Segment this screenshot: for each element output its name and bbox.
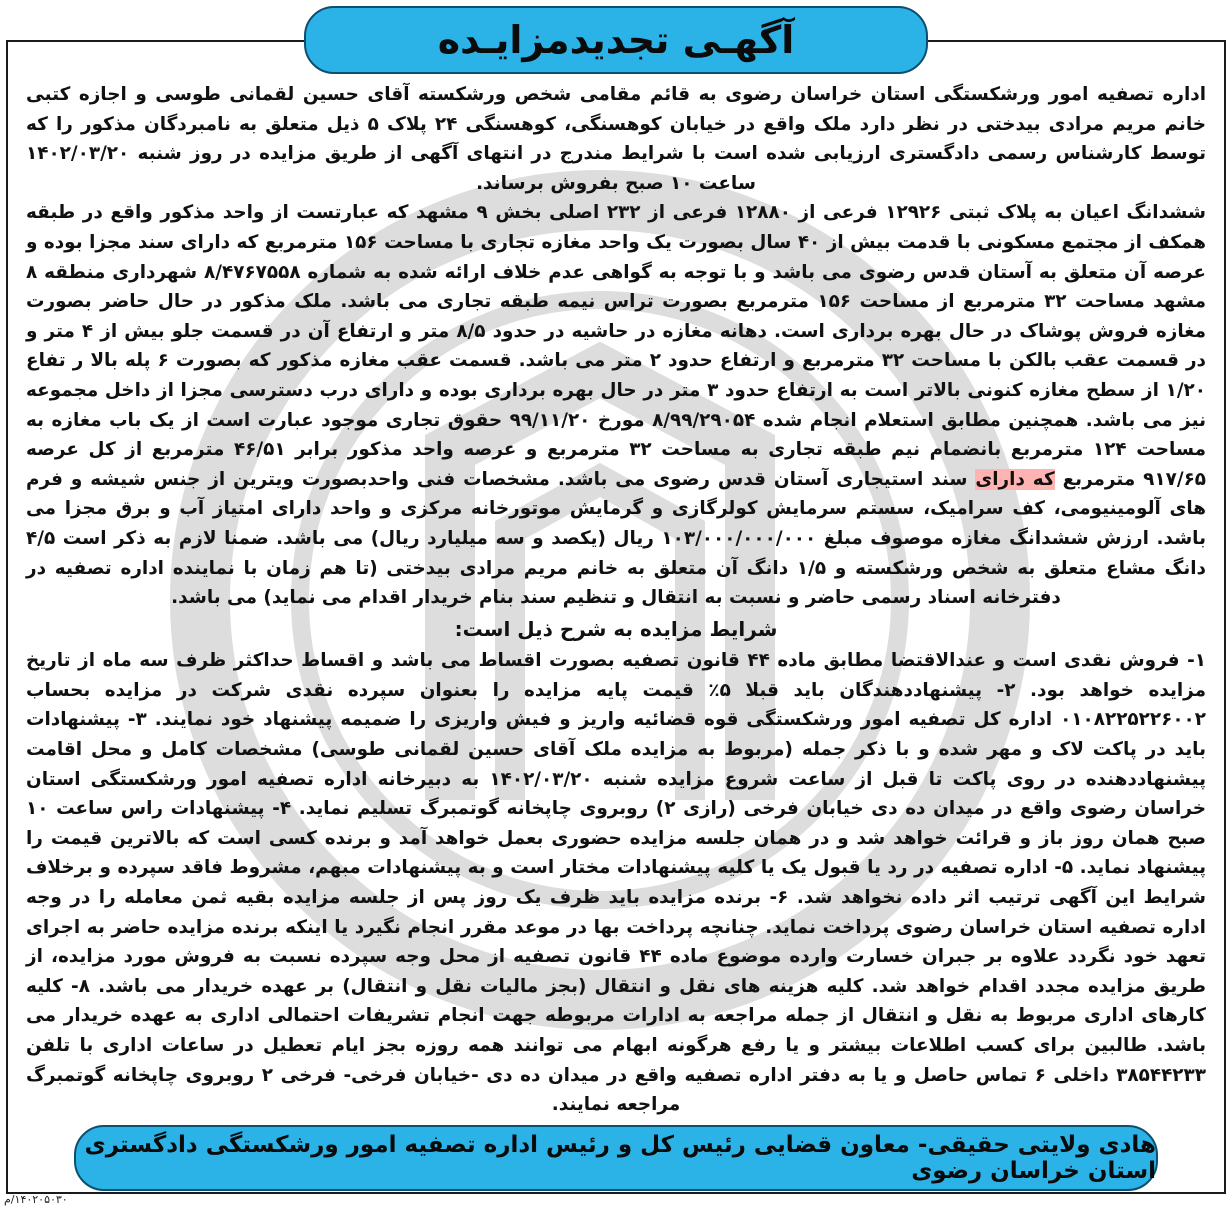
conditions-title: شرایط مزایده به شرح ذیل است: (454, 616, 778, 641)
description-text-1: ششدانگ اعیان به پلاک ثبتی ۱۲۹۲۶ فرعی از ۱۲۸۸۰ فرعی از ۲۳۲ اصلی بخش ۹ مشهد که عبارتست از واحد مذکور واقع در طبقه همکف از مجتمع مسکونی با قدمت بیش از ۴۰ سال بصورت یک واحد مغازه تجاری با مساحت ۱۵۶ مترمربع که دارای سند مجزا بوده و عرصه آن متعلق به آستان قدس رضوی می باشد و با توجه به گواهی عدم خلاف ارائه شده به شماره ۸/۴۷۶۷۵۵۸ شهرداری منطقه ۸ مشهد مساحت ۳۲ مترمربع از مساحت ۱۵۶ مترمربع بصورت تراس نیمه طبقه تجاری می باشد. ملک مذکور در حال حاضر بصورت مغازه فروش پوشاک در حال بهره برداری است. دهانه مغازه در حاشیه در حدود ۸/۵ متر و ارتفاع آن در قسمت جلو بیش از ۴ متر و در قسمت عقب بالکن با مساحت ۳۲ مترمربع و ارتفاع حدود ۲ متر می باشد. قسمت عقب مغازه مذکور که بصورت ۶ پله بالا ر تفاع ۱/۲۰ از سطح مغازه کنونی بالاتر است به ارتفاع حدود ۳ متر در حال بهره برداری بوده و دارای درب دسترسی مجزا از داخل مجموعه نیز می باشد. همچنین مطابق استعلام انجام شده ۸/۹۹/۲۹۰۵۴ مورخ ۹۹/۱۱/۲۰ حقوق تجاری موجود عبارت است از یک باب مغازه به مساحت ۱۲۴ مترمربع بانضمام نیم طبقه تجاری به مساحت ۳۲ مترمربع و عرصه واحد مذکور برابر ۴۶/۵۱ مترمربع از کل عرصه ۹۱۷/۶۵ مترمربع (26, 202, 1207, 490)
notice-title: آگهـی تجدیدمزایـده (304, 6, 928, 74)
notice-code: ۱۴۰۲۰۵۰۳۰/م (4, 1193, 68, 1206)
signature-banner: هادی ولایتی حقیقی- معاون قضایی رئیس کل و رئیس اداره تصفیه امور ورشکستگی دادگستری استان خراسان رضوی (74, 1125, 1158, 1191)
property-description (26, 198, 1206, 612)
description-text-2: سند استیجاری آستان قدس رضوی می باشد. مشخصات فنی واحدبصورت ویترین از جنس شیشه و فرم های آلومینیومی، کف سرامیک، سستم سرمایش کولرگازی و گرمایش موتورخانه مرکزی و واحد دارای امتیاز آب و برق مجزا می باشد. ارزش ششدانگ مغازه موصوف مبلغ ۱۰۳/۰۰۰/۰۰۰/۰۰۰ ریال (یکصد و سه میلیارد ریال) می باشد. ضمنا لازم به ذکر است ۴/۵ دانگ مشاع متعلق به شخص ورشکسته و ۱/۵ دانگ آن متعلق به خانم مریم مرادی بیدختی (تا هم زمان با نماینده اداره تصفیه در دفترخانه اسناد رسمی حاضر و نسبت به انتقال و تنظیم سند بنام خریدار اقدام می نماید) می باشد. (26, 468, 1206, 609)
highlighted-text: که دارای (975, 468, 1055, 490)
conditions-text: ۱- فروش نقدی است و عندالاقتضا مطابق ماده ۴۴ قانون تصفیه بصورت اقساط می باشد و اقساط حداکثر ظرف سه ماه از تاریخ مزایده خواهد بود. ۲- پیشنهاددهندگان باید قبلا ۵٪ قیمت پایه مزایده را بعنوان سپرده نقدی شرکت در مزایده بحساب ۰۱۰۸۲۲۵۲۲۶۰۰۲ اداره کل تصفیه امور ورشکستگی قوه قضائیه واریز و فیش واریزی را ضمیمه پیشنهاد خود نمایند. ۳- پیشنهادات باید در پاکت لاک و مهر شده و با ذکر جمله (مربوط به مزایده ملک آقای حسین لقمانی طوسی) مشخصات کامل و محل اقامت پیشنهاددهنده در روی پاکت تا قبل از ساعت شروع مزایده شنبه ۱۴۰۲/۰۳/۲۰ به دبیرخانه اداره تصفیه امور ورشکستگی استان خراسان رضوی واقع در میدان ده دی خیابان فرخی (رازی ۲) روبروی چاپخانه گوتمبرگ تسلیم نماید. ۴- پیشنهادات راس ساعت ۱۰ صبح همان روز باز و قرائت خواهد شد و در همان جلسه مزایده حضوری بعمل خواهد آمد و برنده کسی است که بالاترین قیمت را پیشنهاد نماید. ۵- اداره تصفیه در رد یا قبول یک یا کلیه پیشنهادات مختار است و به پیشنهادات مبهم، مشروط فاقد سپرده و برخلاف شرایط این آگهی ترتیب اثر داده نخواهد شد. ۶- برنده مزایده باید ظرف یک روز پس از جلسه مزایده بقیه ثمن معامله را در وجه اداره تصفیه استان خراسان رضوی پرداخت نماید. چنانچه پرداخت بها در موعد مقرر انجام نگیرد یا اینکه برنده مزایده حاضر به اجرای تعهد خود نگردد علاوه بر جبران خسارت وارده موضوع ماده ۴۴ قانون تصفیه از محل وجه سپرده نسبت به فروش مورد مزایده، از طریق مزایده مجدد اقدام خواهد شد. کلیه هزینه های نقل و انتقال (بجز مالیات نقل و انتقال) بر عهده خریدار می باشد. ۸- کلیه کارهای اداری مربوط به نقل و انتقال از جمله مراجعه به ادارات مربوطه جهت انجام تشریفات احتمالی اداری به عهده خریدار می باشد. طالبین برای کسب اطلاعات بیشتر و یا رفع هرگونه ابهام می توانند همه روزه بجز ایام تعطیل در ساعات اداری با تلفن ۳۸۵۴۴۲۳۳ داخلی ۶ تماس حاصل و یا به دفتر اداره تصفیه واقع در میدان ده دی -خیابان فرخی- فرخی ۲ روبروی چاپخانه گوتمبرگ مراجعه نمایند. (26, 650, 1207, 1116)
notice-body (10, 74, 1222, 1120)
intro-paragraph: اداره تصفیه امور ورشکستگی استان خراسان رضوی به قائم مقامی شخص ورشکسته آقای حسین لقمانی طوسی و اجازه کتبی خانم مریم مرادی بیدختی در نظر دارد ملک واقع در خیابان کوهسنگی، کوهسنگی ۲۴ پلاک ۵ ذیل متعلق به نامبردگان مذکور را که توسط کارشناس رسمی دادگستری ارزیابی شده است با شرایط مندرج در انتهای آگهی از طریق مزایده در روز شنبه ۱۴۰۲/۰۳/۲۰ ساعت ۱۰ صبح بفروش برساند. (26, 84, 1206, 194)
